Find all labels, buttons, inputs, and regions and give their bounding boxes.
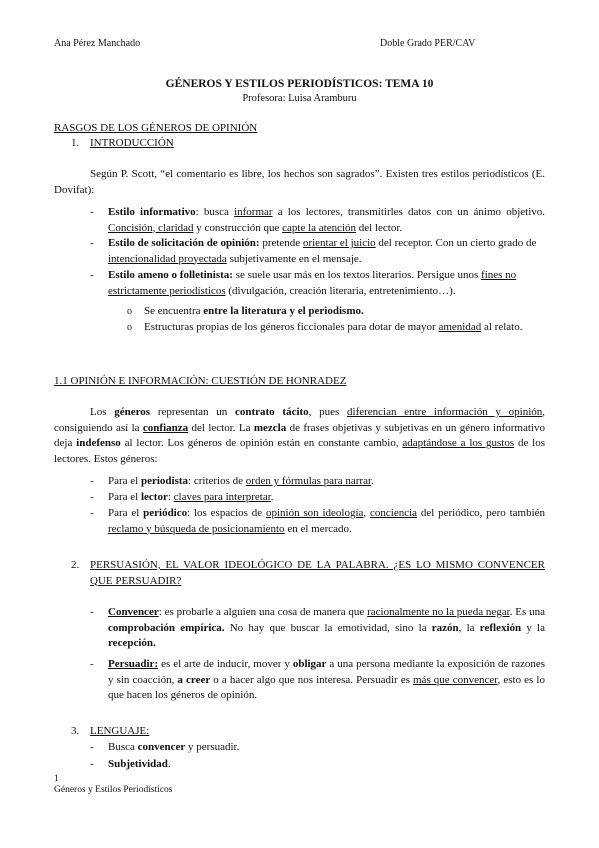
s3-bullet-subjetividad: Subjetividad.: [108, 758, 171, 770]
bullet-circle: o: [127, 306, 132, 317]
section-heading: RASGOS DE LOS GÉNEROS DE OPINIÓN: [54, 122, 258, 134]
s11-paragraph: Los géneros representan un contrato tácito, pues diferencian entre información y opinión, consiguiendo así la confianza del lector. La mezcla de frases objetivas y subjetivas en un género informativo deja indefenso al lector. Los géneros de opinión están en constante cambio, adaptándose a los gustos de los lectores. Estos géneros:: [54, 406, 545, 465]
s2-bullet-persuadir: Persuadir: es el arte de inducir, mover y obligar a una persona mediante la exposición de razones y sin coacción, a creer o a hacer algo que nos interesa. Persuadir es más que convencer, esto es lo que hacen los géneros de opinión.: [108, 658, 545, 701]
s11-bullet-periodico: Para el periódico: los espacios de opinión son ideología, conciencia del periódico, pero también reclamo y búsqueda de posicionamiento en el mercado.: [108, 507, 546, 535]
s2-title: PERSUASIÓN, EL VALOR IDEOLÓGICO DE LA PALABRA. ¿ES LO MISMO CONVENCER QUE PERSUADIR?: [90, 559, 545, 587]
bullet-dash: -: [90, 269, 94, 281]
s3-bullet-convencer: Busca convencer y persuadir.: [108, 741, 240, 753]
bullet-circle: o: [127, 322, 132, 333]
header-degree: Doble Grado PER/CAV: [380, 38, 476, 49]
s1-intro-paragraph: Según P. Scott, “el comentario es libre, los hechos son sagrados”. Existen tres estilos periodísticos (E. Dovifat):: [54, 168, 545, 196]
bullet-dash: -: [90, 606, 94, 618]
s3-title: LENGUAJE:: [90, 725, 150, 737]
bullet-dash: -: [90, 758, 94, 770]
bullet-dash: -: [90, 491, 94, 503]
bullet-dash: -: [90, 741, 94, 753]
bullet-dash: -: [90, 507, 94, 519]
s3-number: 3.: [71, 725, 80, 737]
s1-title: INTRODUCCIÓN: [90, 137, 174, 149]
s11-bullet-lector: Para el lector: claves para interpretar.: [108, 491, 274, 503]
s2-number: 2.: [71, 559, 80, 571]
footer-text: Géneros y Estilos Periodísticos: [54, 785, 173, 795]
s1-bullet-informativo: Estilo informativo: busca informar a los lectores, transmitirles datos con un ánimo objetivo. Concisión, claridad y construcción que capte la atención del lector.: [108, 206, 546, 234]
professor-line: Profesora: Luisa Aramburu: [242, 93, 357, 104]
s11-bullet-periodista: Para el periodista: criterios de orden y fórmulas para narrar.: [108, 475, 374, 487]
s1-subbullet-estructuras: Estructuras propias de los géneros ficcionales para dotar de mayor amenidad al relato.: [144, 321, 523, 333]
s2-bullet-convencer: Convencer: es probarle a alguien una cosa de manera que racionalmente no la pueda negar. Es una comprobación empírica. No hay que buscar la emotividad, sino la razón, la reflexión y la recepción.: [108, 606, 545, 649]
document-title: GÉNEROS Y ESTILOS PERIODÍSTICOS: TEMA 10: [165, 78, 434, 90]
s1-bullet-solicitacion: Estilo de solicitación de opinión: pretende orientar el juicio del receptor. Con un cierto grado de intencionalidad proyectada subjetivamente en el mensaje.: [108, 237, 537, 265]
bullet-dash: -: [90, 206, 94, 218]
s1-number: 1.: [71, 137, 80, 149]
bullet-dash: -: [90, 475, 94, 487]
header-author: Ana Pérez Manchado: [54, 38, 141, 49]
bullet-dash: -: [90, 658, 94, 670]
footer-page-number: 1: [54, 774, 59, 784]
s11-title: 1.1 OPINIÓN E INFORMACIÓN: CUESTIÓN DE HONRADEZ: [54, 375, 347, 387]
s1-subbullet-literatura: Se encuentra entre la literatura y el periodismo.: [144, 305, 364, 317]
s1-bullet-ameno: Estilo ameno o folletinista: se suele usar más en los textos literarios. Persigue unos fines no estrictamente periodísticos (divulgación, creación literaria, entretenimiento…).: [108, 269, 517, 297]
bullet-dash: -: [90, 237, 94, 249]
